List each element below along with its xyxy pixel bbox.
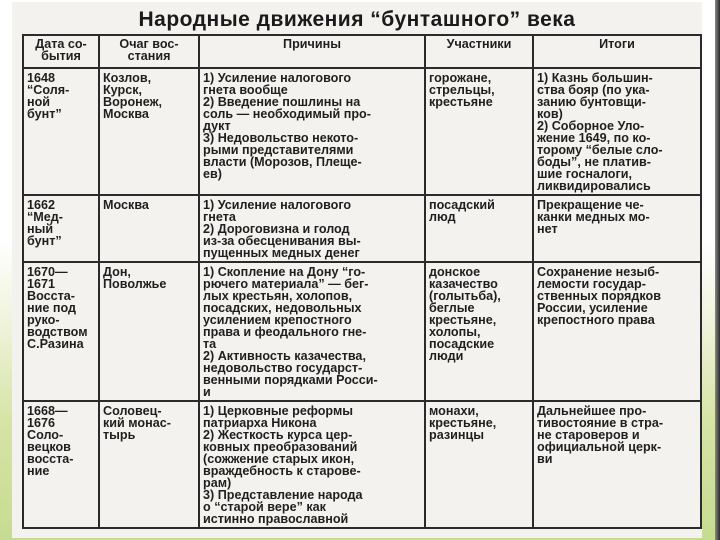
cell-date: 1670— 1671 Восста- ние под руко- водством С.Разина <box>23 262 99 401</box>
cell-location: Дон, Поволжье <box>99 262 199 401</box>
cell-causes: 1) Усиление налогового гнета вообще 2) Введение пошлины на соль — необходимый про- дукт 3) Недовольство некото- рыми представителями власти (Морозов, Плеще- ев) <box>199 68 425 195</box>
cell-location: Соловец- кий монас- тырь <box>99 401 199 528</box>
cell-location: Козлов, Курск, Воронеж, Москва <box>99 68 199 195</box>
page-title: Народные движения “бунташного” века <box>138 8 576 31</box>
header-participants: Участники <box>425 35 533 68</box>
table-row <box>23 195 701 262</box>
cell-participants: монахи, крестьяне, разинцы <box>425 401 533 528</box>
cell-date: 1648 “Соля- ной бунт” <box>23 68 99 195</box>
cell-causes: 1) Скопление на Дону “го- рючего материала” — бег- лых крестьян, холопов, посадских, недовольных усилением крепостного права и феодального гне- та 2) Активность казачества, недовольство государст- венными порядками Росси- и <box>199 262 425 401</box>
table-row <box>23 262 701 401</box>
slide-edge <box>715 0 720 540</box>
header-location: Очаг вос- стания <box>99 35 199 68</box>
cell-date: 1668— 1676 Соло- вецков восста- ние <box>23 401 99 528</box>
cell-participants: посадский люд <box>425 195 533 262</box>
header-causes: Причины <box>199 35 425 68</box>
cell-date: 1662 “Мед- ный бунт” <box>23 195 99 262</box>
table-row <box>23 68 701 195</box>
cell-causes: 1) Усиление налогового гнета 2) Дороговизна и голод из-за обесценивания вы- пущенных медных денег <box>199 195 425 262</box>
cell-location: Москва <box>99 195 199 262</box>
cell-causes: 1) Церковные реформы патриарха Никона 2) Жесткость курса цер- ковных преобразований (сожжение старых икон, враждебность к старове- рам) 3) Представление народа о “старой вере” как истинно православной <box>199 401 425 528</box>
header-row <box>23 35 701 68</box>
uprisings-table <box>22 34 702 529</box>
cell-participants: горожане, стрельцы, крестьяне <box>425 68 533 195</box>
cell-results: Дальнейшее про- тивостояние в стра- не староверов и официальной церк- ви <box>533 401 701 528</box>
cell-results: 1) Казнь большин- ства бояр (по ука- занию бунтовщи- ков) 2) Соборное Уло- жение 1649, по ко- торому “белые сло- боды”, не платив- шие госналоги, ликвидировались <box>533 68 701 195</box>
scanned-table-page <box>12 2 702 538</box>
header-results: Итоги <box>533 35 701 68</box>
header-date: Дата со- бытия <box>23 35 99 68</box>
cell-participants: донское казачество (голытьба), беглые крестьяне, холопы, посадские люди <box>425 262 533 401</box>
cell-results: Сохранение незыб- лемости государ- ственных порядков России, усиление крепостного права <box>533 262 701 401</box>
table-row <box>23 401 701 528</box>
cell-results: Прекращение че- канки медных мо- нет <box>533 195 701 262</box>
